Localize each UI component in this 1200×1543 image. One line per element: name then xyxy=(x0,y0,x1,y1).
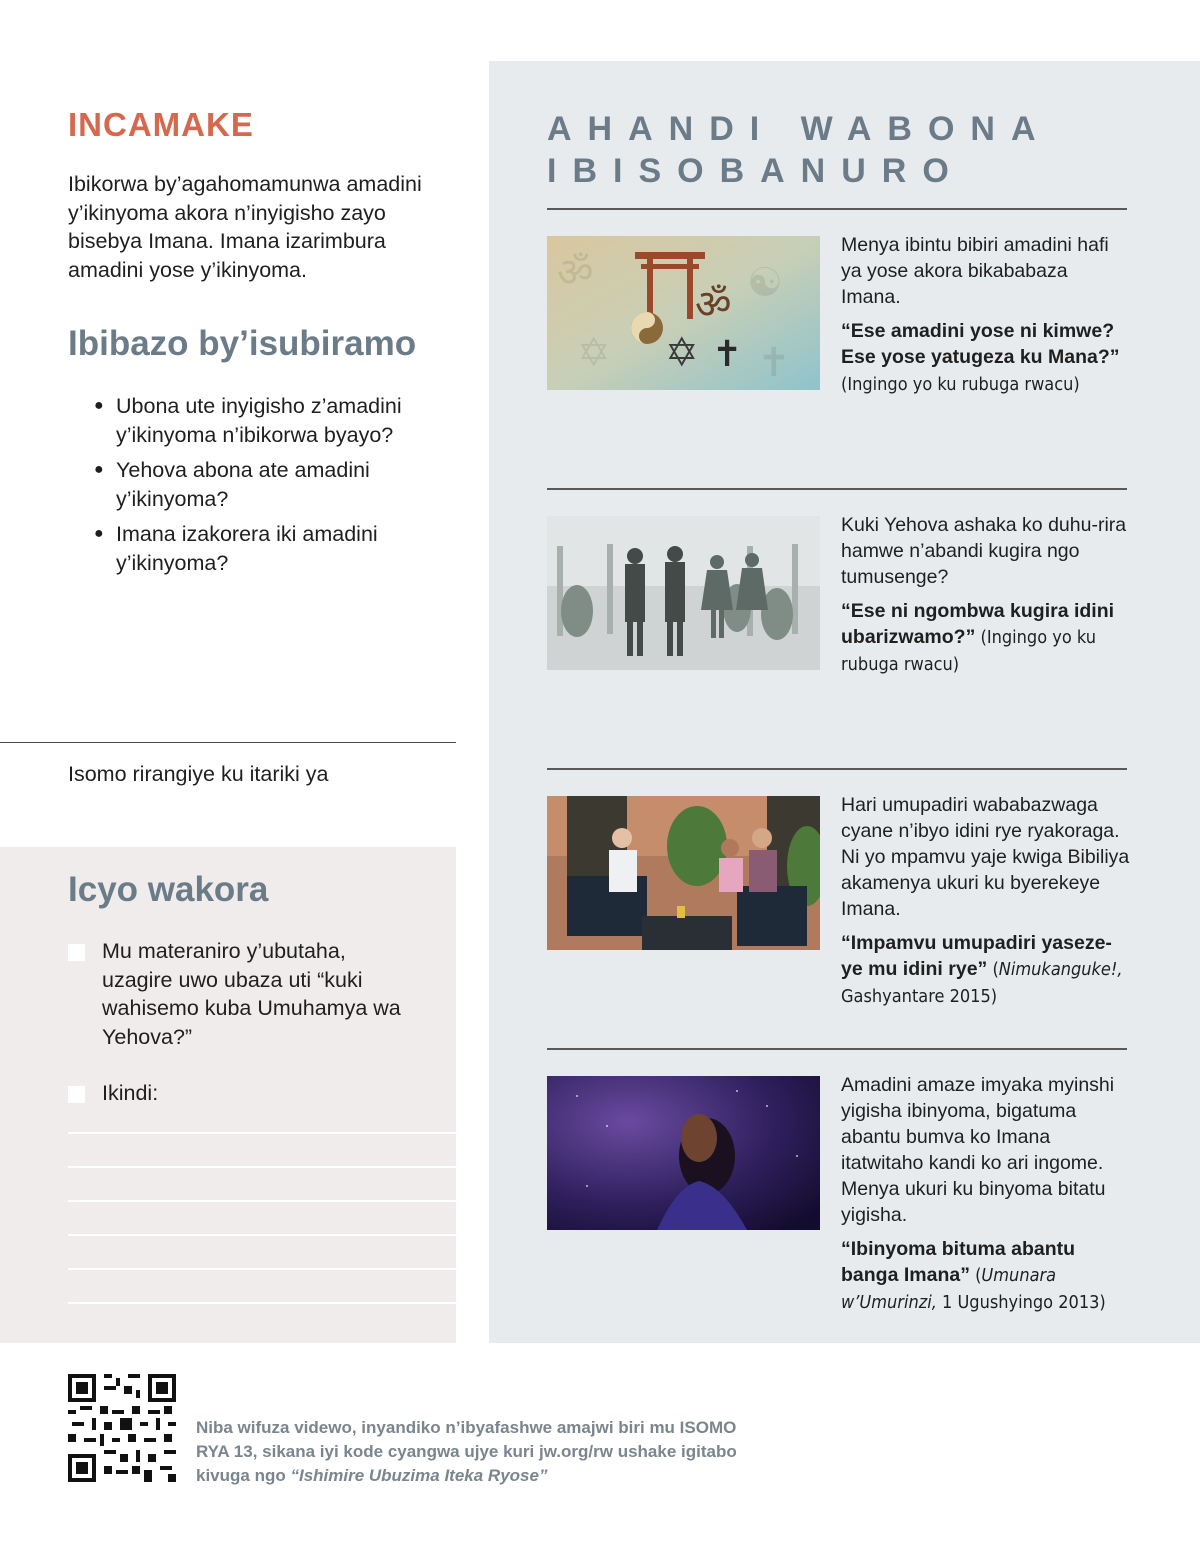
svg-text:☯: ☯ xyxy=(747,260,783,306)
svg-text:✝: ✝ xyxy=(712,334,743,375)
summary-body: Ibikorwa by’agahomamunwa amadini y’ikinyoma akora n’inyigisho zayo bisebya Imana. Imana izarimbura amadini yose y’ikinyoma. xyxy=(68,172,422,282)
congregation-gathering-image[interactable] xyxy=(547,516,820,670)
reference-description: Kuki Yehova ashaka ko duhu-rira hamwe n’abandi kugira ngo tumusenge? xyxy=(841,514,1127,588)
reference-title[interactable]: “Ese amadini yose ni kimwe? Ese yose yatugeza ku Mana?” xyxy=(841,320,1120,368)
further-title-line: IBISOBANURO xyxy=(547,152,965,190)
svg-text:ॐ: ॐ xyxy=(557,250,594,296)
review-question xyxy=(94,520,444,577)
review-question-list xyxy=(94,392,444,584)
action-checkbox[interactable] xyxy=(68,944,85,961)
reference-divider xyxy=(547,768,1127,770)
priest-conversation-image[interactable] xyxy=(547,796,820,950)
reference-divider xyxy=(547,1048,1127,1050)
reference-citation xyxy=(841,598,1131,678)
review-question-text: Imana izakorera iki amadini y’ikinyoma? xyxy=(116,522,378,575)
reference-source-text: 1 Ugushyingo 2013) xyxy=(936,1292,1106,1313)
svg-text:✝: ✝ xyxy=(757,340,791,386)
svg-text:ॐ: ॐ xyxy=(695,282,732,328)
reference-divider xyxy=(547,208,1127,210)
svg-text:✡: ✡ xyxy=(577,330,611,376)
review-question-text: Ubona ute inyigisho z’amadini y’ikinyoma n’ibikorwa byayo? xyxy=(116,394,402,447)
review-question xyxy=(94,392,444,449)
bullet-icon: ● xyxy=(94,525,104,542)
reference-title[interactable]: “Ibinyoma bituma abantu banga Imana” xyxy=(841,1238,1076,1286)
bullet-icon: ● xyxy=(94,461,104,478)
publication-name: Nimukanguke!, xyxy=(998,959,1123,980)
publication-name: Umunara w’Umurinzi, xyxy=(841,1265,1057,1313)
date-divider xyxy=(0,742,456,743)
reference-source-text: Gashyantare 2015) xyxy=(841,986,998,1007)
footer-note xyxy=(196,1416,756,1488)
reference-description: Menya ibintu bibiri amadini hafi ya yose akora bikababaza Imana. xyxy=(841,234,1109,308)
further-title-line: AHANDI WABONA xyxy=(547,110,1052,148)
reference-title[interactable]: “Ese ni ngombwa kugira idini ubarizwamo?” xyxy=(841,600,1115,648)
other-item-label: Ikindi: xyxy=(102,1081,159,1105)
writing-line[interactable] xyxy=(68,1166,456,1168)
writing-line[interactable] xyxy=(68,1234,456,1236)
reference-item xyxy=(841,792,1131,1010)
further-reading-title xyxy=(547,108,1107,192)
summary-heading: INCAMAKE xyxy=(68,106,254,143)
religious-symbols-image[interactable] xyxy=(547,236,820,390)
reference-item xyxy=(841,1072,1131,1316)
reference-description: Hari umupadiri wababazwaga cyane n’ibyo idini rye ryakoraga. Ni yo mpamvu yaje kwiga Bibiliya akamenya ukuri ku byerekeye Imana. xyxy=(841,794,1130,920)
writing-line[interactable] xyxy=(68,1268,456,1270)
reference-citation xyxy=(841,1236,1131,1316)
writing-line[interactable] xyxy=(68,1302,456,1304)
reference-item xyxy=(841,232,1131,398)
bullet-icon: ● xyxy=(94,397,104,414)
reference-description: Amadini amaze imyaka myinshi yigisha ibinyoma, bigatuma abantu bumva ko Imana itatwitaho kandi ko ari ingome. Menya ukuri ku binyoma bitatu yigisha. xyxy=(841,1074,1115,1226)
writing-line[interactable] xyxy=(68,1132,456,1134)
reference-source-text: ( xyxy=(987,959,999,980)
review-question xyxy=(94,456,444,513)
review-question-text: Yehova abona ate amadini y’ikinyoma? xyxy=(116,458,370,511)
reference-source-text: ( xyxy=(969,1265,982,1286)
reference-source: (Ingingo yo ku rubuga rwacu) xyxy=(841,627,1096,675)
action-item-text: Mu materaniro y’ubutaha, uzagire uwo ubaza uti “kuki wahisemo kuba Umuhamya wa Yehova?” xyxy=(102,939,401,1049)
reference-item xyxy=(841,512,1131,678)
reference-citation xyxy=(841,930,1131,1010)
other-checkbox[interactable] xyxy=(68,1086,85,1103)
review-heading: Ibibazo by’isubiramo xyxy=(68,324,417,363)
svg-text:✡: ✡ xyxy=(665,330,699,376)
reference-title[interactable]: “Impamvu umupadiri yaseze-ye mu idini rye” xyxy=(841,932,1112,980)
reference-source: (Ingingo yo ku rubuga rwacu) xyxy=(841,374,1080,395)
book-title[interactable]: “Ishimire Ubuzima Iteka Ryose” xyxy=(290,1466,548,1485)
reference-citation xyxy=(841,318,1131,398)
footer-note-text: Niba wifuza videwo, inyandiko n’ibyafashwe amajwi biri mu ISOMO RYA 13, sikana iyi kode cyangwa ujye kuri jw.org/rw ushake igitabo kivuga ngo xyxy=(196,1418,737,1485)
writing-line[interactable] xyxy=(68,1200,456,1202)
qr-code-icon[interactable] xyxy=(68,1374,176,1482)
completion-date-label: Isomo rirangiye ku itariki ya xyxy=(68,762,329,786)
reference-divider xyxy=(547,488,1127,490)
action-heading: Icyo wakora xyxy=(68,870,269,909)
woman-night-sky-image[interactable] xyxy=(547,1076,820,1230)
